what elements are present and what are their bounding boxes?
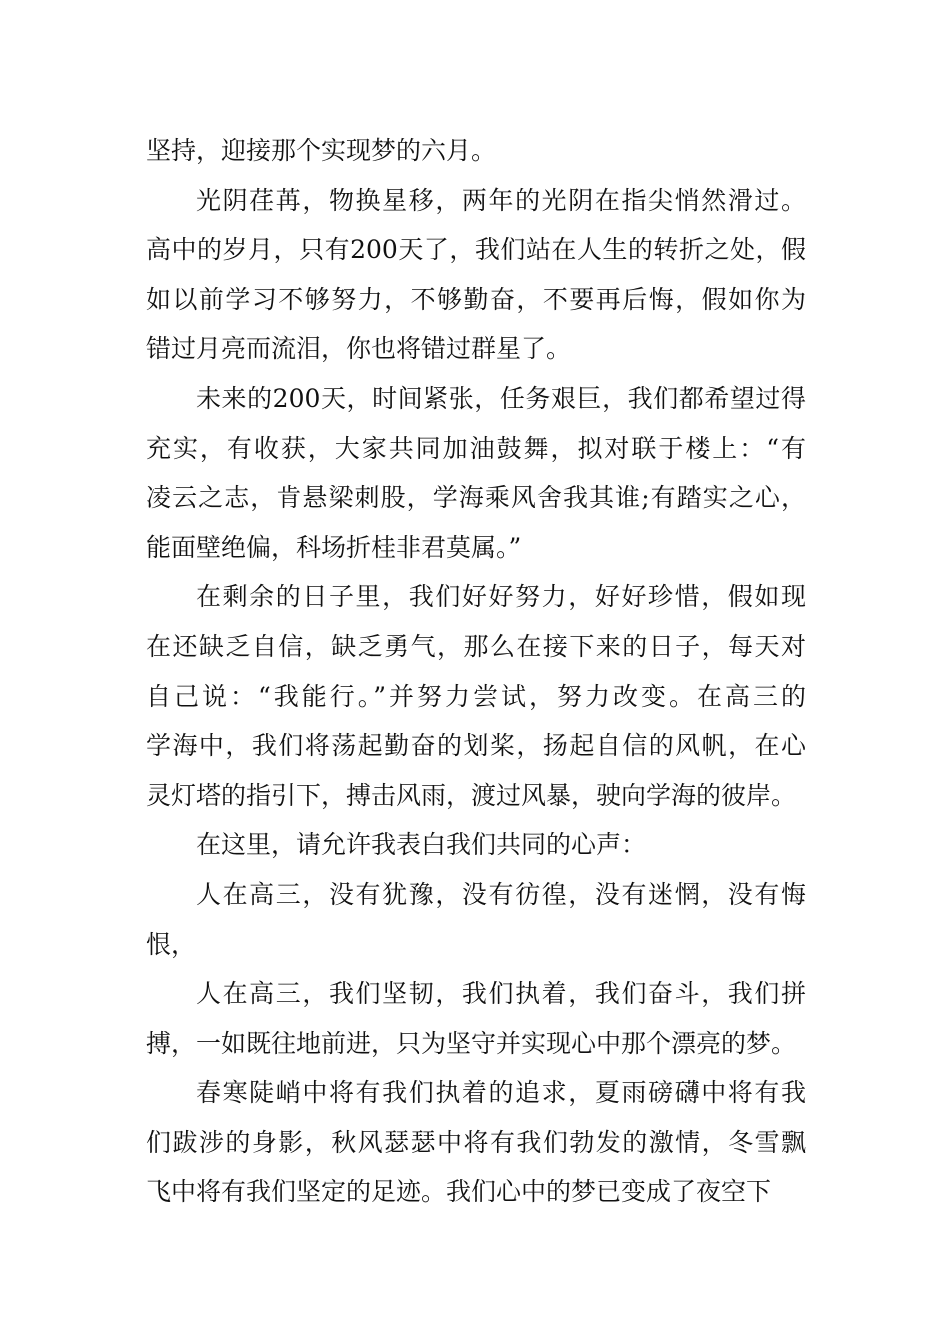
text-line: 恨，: [146, 929, 197, 959]
text-line: 人在高三，我们坚韧，我们执着，我们奋斗，我们拼: [196, 979, 806, 1009]
paragraph: [146, 374, 806, 572]
paragraph: [146, 969, 806, 1068]
text-line: 搏，一如既往地前进，只为坚守并实现心中那个漂亮的梦。: [146, 1028, 797, 1058]
paragraph: [146, 870, 806, 969]
text-line: 们跋涉的身影，秋风瑟瑟中将有我们勃发的激情，冬雪飘: [146, 1127, 806, 1157]
paragraph: [146, 820, 806, 870]
text-line: 飞中将有我们坚定的足迹。我们心中的梦已变成了夜空下: [146, 1177, 772, 1207]
text-line: 高中的岁月，只有200天了，我们站在人生的转折之处，假: [146, 235, 806, 265]
paragraph: [146, 126, 806, 176]
text-line: 学海中，我们将荡起勤奋的划桨，扬起自信的风帆，在心: [146, 731, 806, 761]
text-line: 如以前学习不够努力，不够勤奋，不要再后悔，假如你为: [146, 284, 806, 314]
text-line: 自己说：“我能行。”并努力尝试，努力改变。在高三的: [146, 681, 806, 711]
text-line: 凌云之志，肯悬梁刺股，学海乘风舍我其谁;有踏实之心，: [146, 483, 806, 513]
text-line: 未来的200天，时间紧张，任务艰巨，我们都希望过得: [196, 383, 806, 413]
text-line: 充实，有收获，大家共同加油鼓舞，拟对联于楼上：“有: [146, 433, 806, 463]
text-line: 灵灯塔的指引下，搏击风雨，渡过风暴，驶向学海的彼岸。: [146, 780, 797, 810]
text-line: 错过月亮而流泪，你也将错过群星了。: [146, 334, 572, 364]
text-line: 在这里，请允许我表白我们共同的心声：: [196, 830, 647, 860]
document-body: [146, 126, 806, 1217]
text-line: 春寒陡峭中将有我们执着的追求，夏雨磅礴中将有我: [196, 1078, 806, 1108]
text-line: 能面壁绝偏，科场折桂非君莫属。”: [146, 532, 522, 562]
paragraph: [146, 1068, 806, 1217]
paragraph: [146, 572, 806, 820]
text-line: 坚持，迎接那个实现梦的六月。: [146, 136, 497, 165]
text-line: 在剩余的日子里，我们好好努力，好好珍惜，假如现: [196, 582, 806, 612]
text-line: 人在高三，没有犹豫，没有彷徨，没有迷惘，没有悔: [196, 879, 806, 909]
paragraph: [146, 176, 806, 374]
text-line: 在还缺乏自信，缺乏勇气，那么在接下来的日子，每天对: [146, 631, 806, 661]
text-line: 光阴荏苒，物换星移，两年的光阴在指尖悄然滑过。: [196, 185, 806, 215]
